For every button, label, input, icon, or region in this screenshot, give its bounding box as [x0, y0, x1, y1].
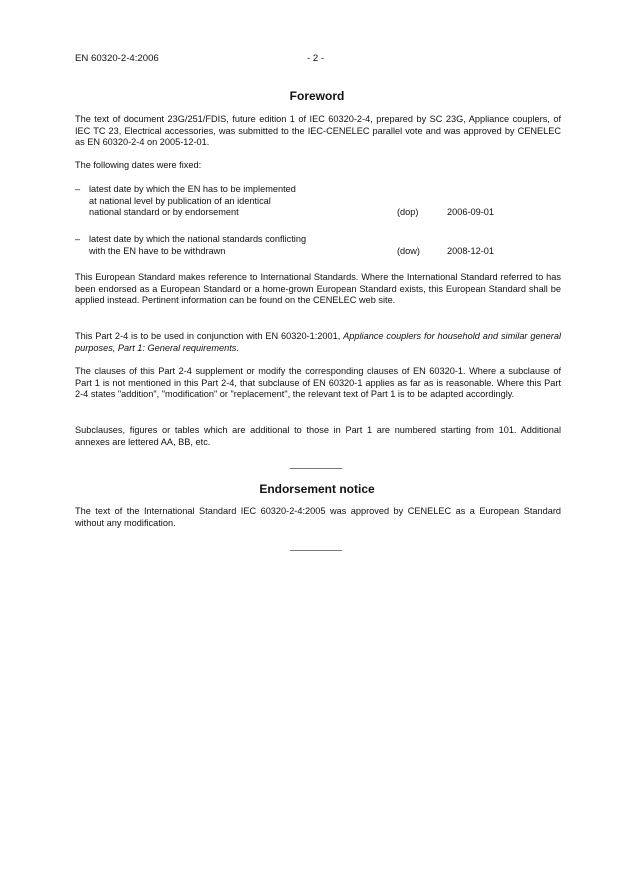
numbering-paragraph: Subclauses, figures or tables which are additional to those in Part 1 are numbered starting from 101. Additional annexes are lettered AA, BB, etc.	[75, 425, 561, 447]
date-item-line: at national level by publication of an identical	[89, 195, 271, 206]
date-item-line: with the EN have to be withdrawn	[89, 245, 226, 256]
date-item-line: latest date by which the national standards conflicting	[89, 234, 307, 244]
conjunction-text: This Part 2-4 is to be used in conjunction with EN 60320-1:2001,	[75, 331, 344, 341]
clauses-paragraph: The clauses of this Part 2-4 supplement or modify the corresponding clauses of EN 60320-1. Where a subclause of Part 1 is not mentioned in this Part 2-4, that subclause of EN 60320-1 applies as far as is reasonable. Where this Part 2-4 states "addition", "modification" or "replacement", the relevant text of Part 1 is to be adapted accordingly.	[75, 366, 561, 400]
foreword-intro: The text of document 23G/251/FDIS, future edition 1 of IEC 60320-2-4, prepared by SC 23G, Appliance couplers, of IEC TC 23, Electrical accessories, was submitted to the IEC-CENELEC parallel vote and was approved by CENELEC as EN 60320-2-4 on 2005-12-01.	[75, 114, 561, 148]
conjunction-paragraph	[75, 331, 561, 354]
foreword-title: Foreword	[289, 89, 345, 103]
reference-paragraph: This European Standard makes reference to International Standards. Where the International Standard referred to has been endorsed as a European Standard or a home-grown European Standard exists, this European Standard shall be applied instead. Pertinent information can be found on the CENELEC web site.	[75, 272, 561, 306]
section-divider	[290, 550, 342, 551]
document-id: EN 60320-2-4:2006	[75, 53, 159, 64]
date-item-line: national standard or by endorsement	[89, 207, 239, 218]
conjunction-suffix: .	[236, 342, 239, 353]
dates-intro: The following dates were fixed:	[75, 160, 202, 170]
section-divider	[290, 468, 342, 469]
list-bullet: –	[75, 184, 81, 194]
date-value: 2008-12-01	[447, 246, 494, 256]
date-value: 2006-09-01	[447, 207, 494, 217]
date-abbreviation: (dow)	[397, 246, 420, 256]
date-item-line: latest date by which the EN has to be implemented	[89, 184, 296, 194]
date-abbreviation: (dop)	[397, 207, 419, 217]
list-bullet: –	[75, 234, 81, 244]
date-item-text	[89, 184, 389, 219]
page-number: - 2 -	[306, 53, 325, 64]
date-item-text	[89, 234, 389, 257]
endorsement-text: The text of the International Standard IEC 60320-2-4:2005 was approved by CENELEC as a European Standard without any modification.	[75, 506, 561, 528]
part1-title: Appliance couplers for household and similar general purposes, Part 1: General requirements	[75, 331, 561, 353]
endorsement-title: Endorsement notice	[259, 482, 375, 496]
